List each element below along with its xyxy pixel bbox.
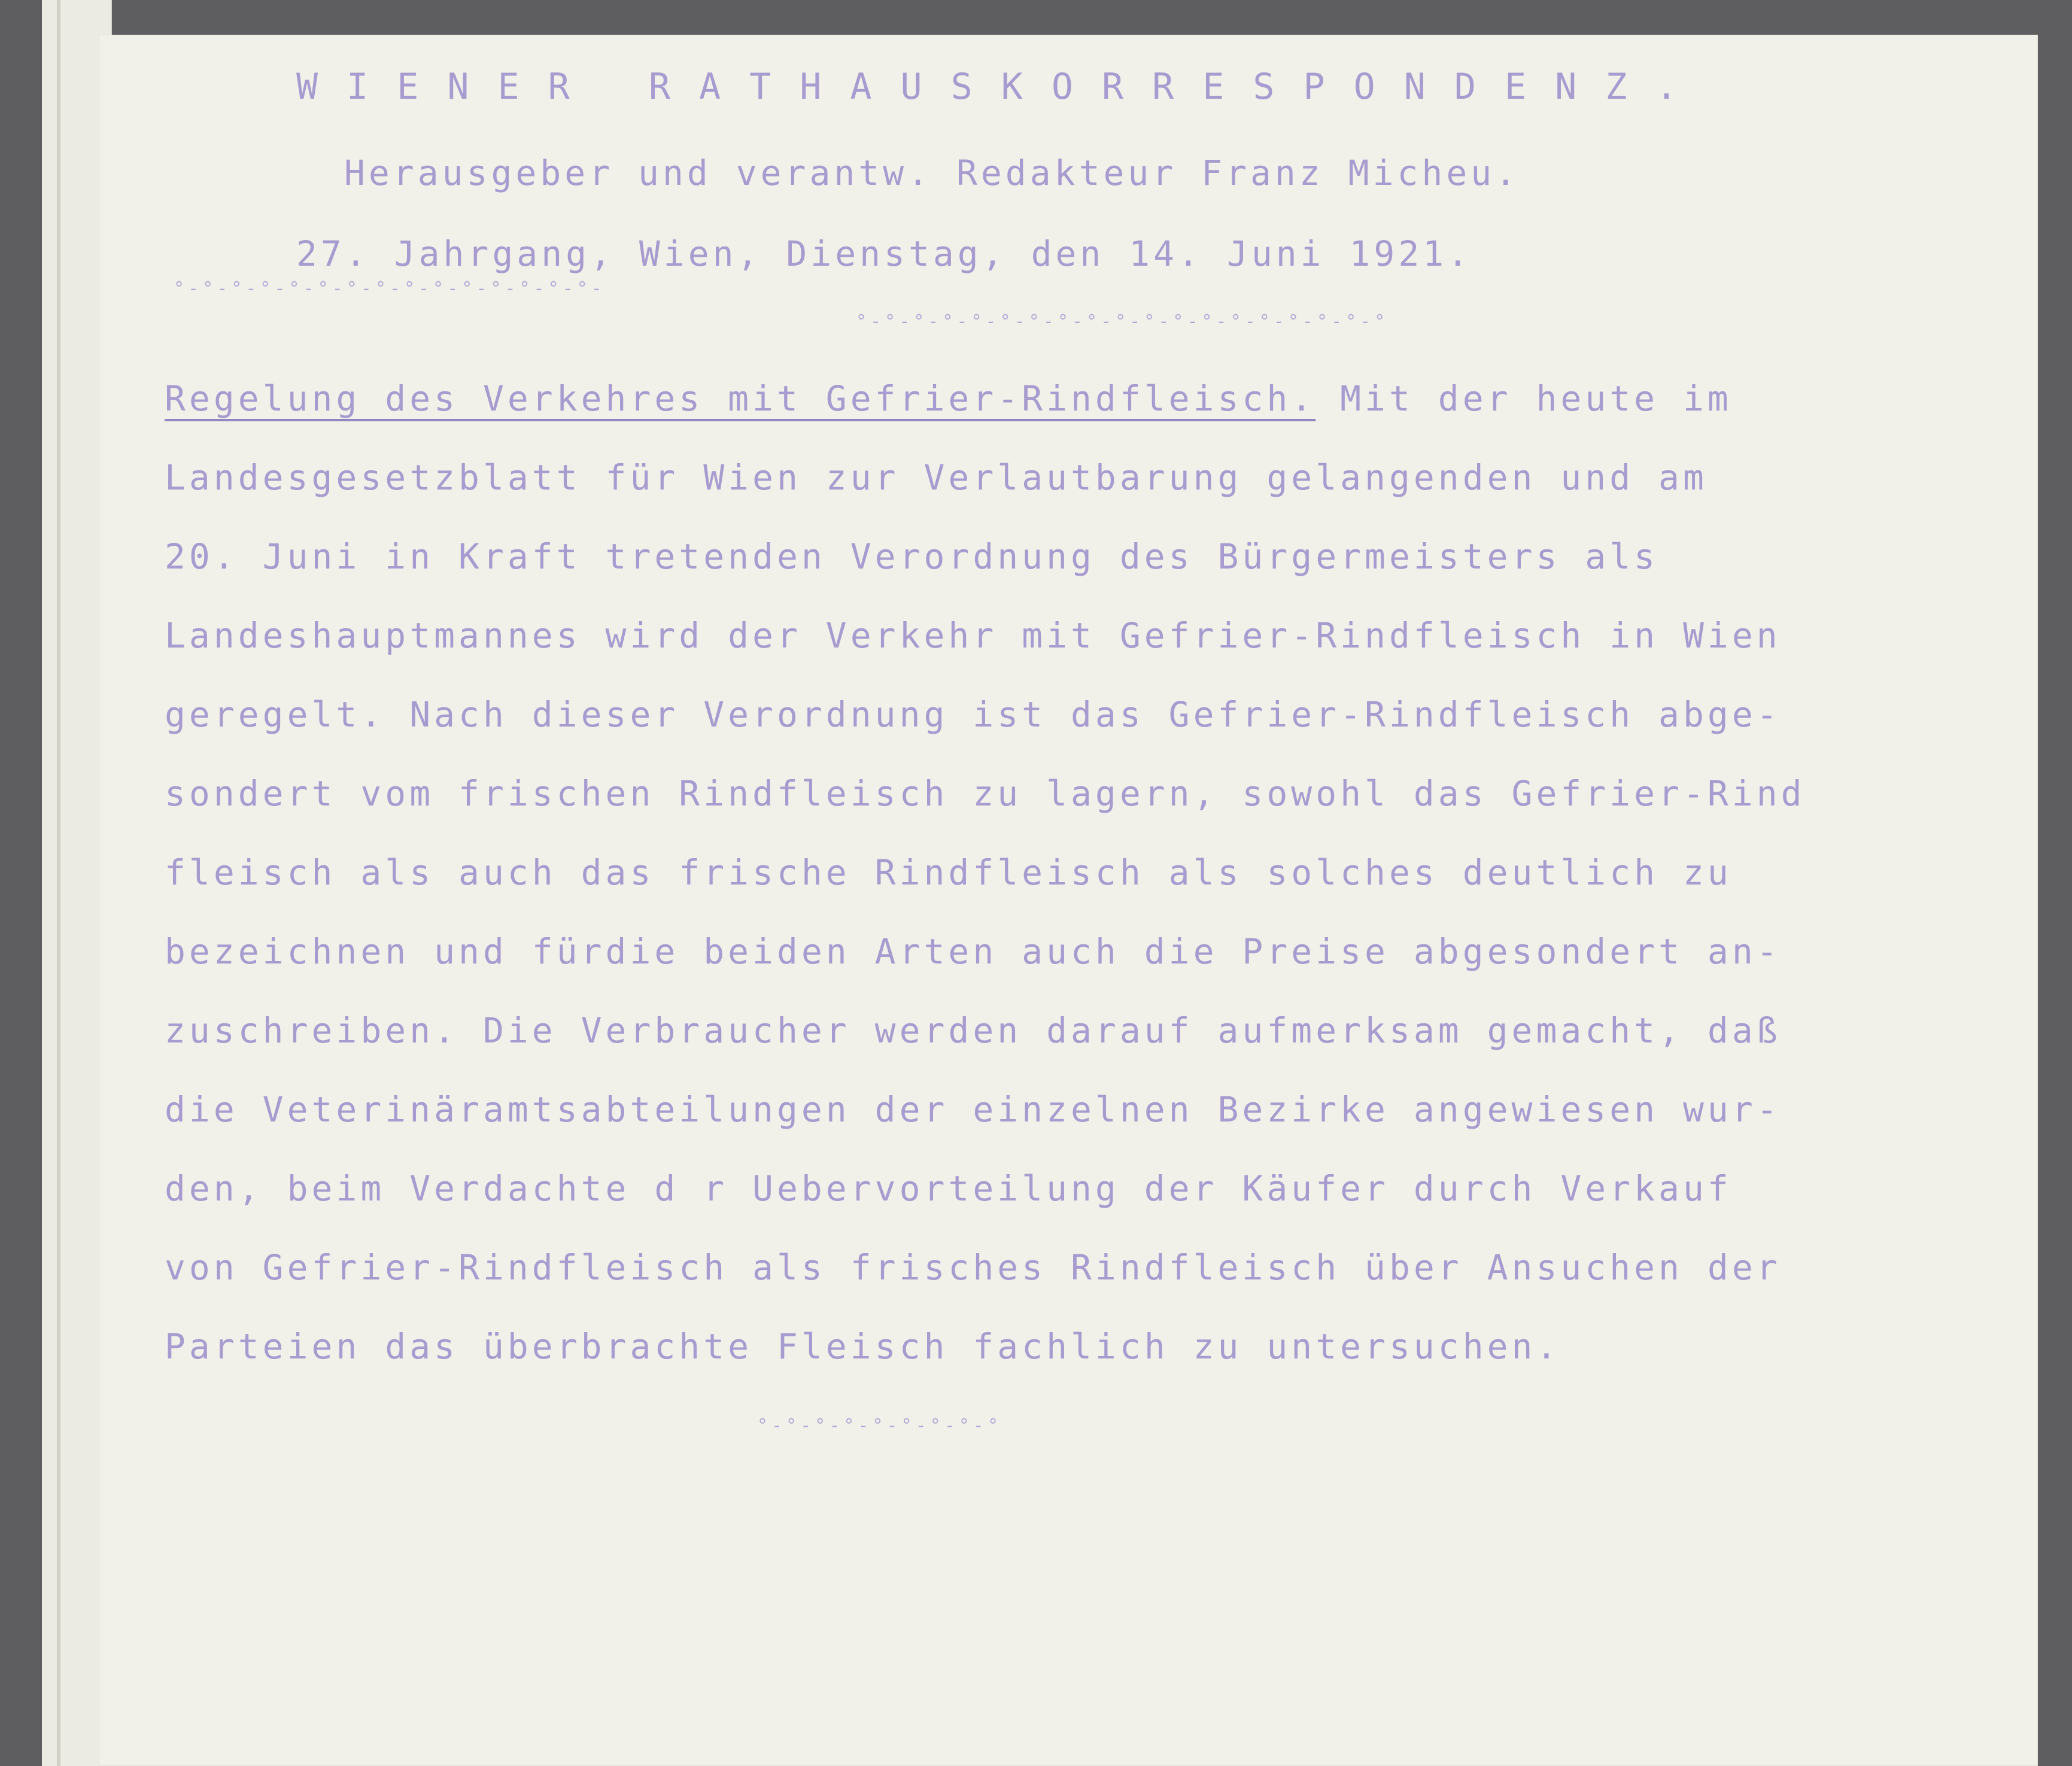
- article-line-5: geregelt. Nach dieser Verordnung ist das Gefrier-Rindfleisch abge-: [165, 694, 1781, 735]
- ornament-divider-end: °-°-°-°-°-°-°-°-°: [757, 1415, 1002, 1436]
- article-line-3: 20. Juni in Kraft tretenden Verordnung des Bürgermeisters als: [165, 536, 1659, 577]
- article-body: [165, 359, 1990, 1386]
- article-line-12: von Gefrier-Rindfleisch als frisches Rindfleisch über Ansuchen der: [165, 1247, 1781, 1288]
- article-headline: Regelung des Verkehres mit Gefrier-Rindfleisch.: [165, 378, 1316, 419]
- masthead-date-line: 27. Jahrgang, Wien, Dienstag, den 14. Juni 1921.: [296, 233, 1472, 274]
- page-strip-edge: [57, 0, 60, 1766]
- article-line-1-text: Mit der heute im: [1340, 378, 1732, 419]
- article-line-10: die Veterinäramtsabteilungen der einzelnen Bezirke angewiesen wur-: [165, 1089, 1781, 1130]
- article-line-7: fleisch als auch das frische Rindfleisch als solches deutlich zu: [165, 852, 1732, 893]
- masthead-title: WIENER RATHAUSKORRESPONDENZ.: [296, 66, 1706, 108]
- article-line-9: zuschreiben. Die Verbraucher werden darauf aufmerksam gemacht, daß: [165, 1010, 1781, 1051]
- article-line-13: Parteien das überbrachte Fleisch fachlich zu untersuchen.: [165, 1326, 1561, 1367]
- ornament-divider-right: °-°-°-°-°-°-°-°-°-°-°-°-°-°-°-°-°-°-°: [856, 311, 1389, 332]
- ornament-divider-left: °-°-°-°-°-°-°-°-°-°-°-°-°-°-°-: [174, 278, 606, 299]
- article-line-4: Landeshauptmannes wird der Verkehr mit Gefrier-Rindfleisch in Wien: [165, 615, 1781, 656]
- article-line-11: den, beim Verdachte d r Uebervorteilung der Käufer durch Verkauf: [165, 1168, 1732, 1209]
- article-line-8: bezeichnen und fürdie beiden Arten auch die Preise abgesondert an-: [165, 931, 1781, 972]
- masthead-editor: Herausgeber und verantw. Redakteur Franz Micheu.: [344, 153, 1520, 193]
- article-line-1: [165, 359, 1990, 438]
- article-line-6: sondert vom frischen Rindfleisch zu lagern, sowohl das Gefrier-Rind: [165, 773, 1806, 814]
- article-line-2: Landesgesetzblatt für Wien zur Verlautbarung gelangenden und am: [165, 457, 1708, 498]
